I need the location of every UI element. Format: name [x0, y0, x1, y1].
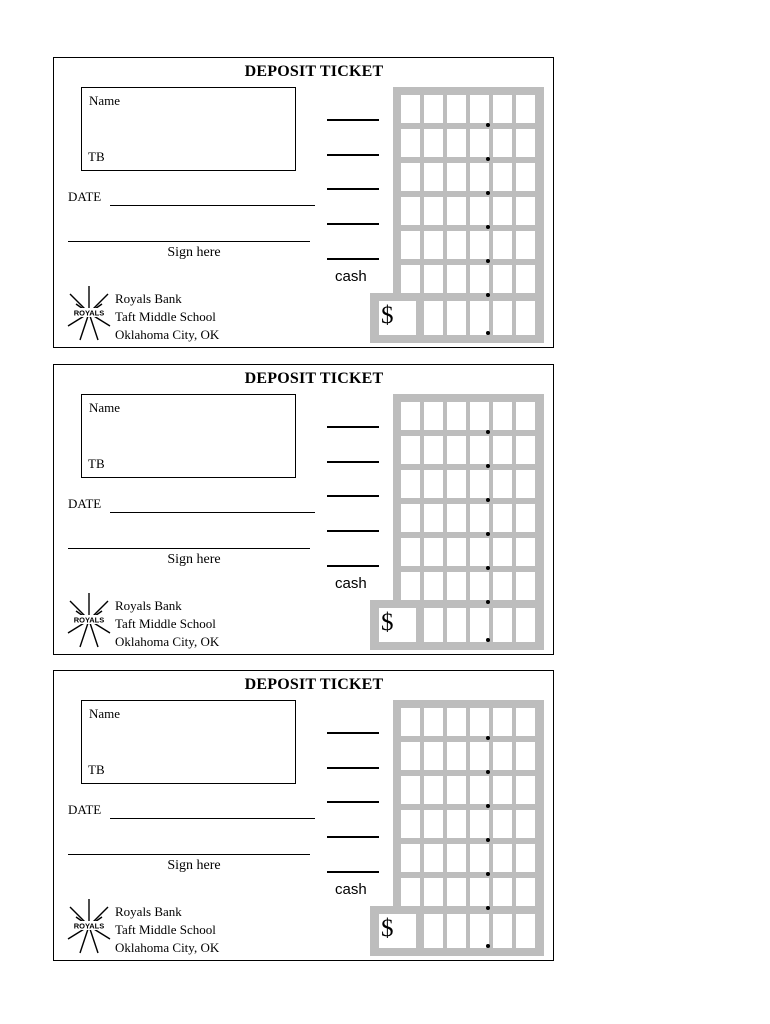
bank-city: Oklahoma City, OK	[115, 327, 220, 342]
amount-line-5[interactable]	[327, 565, 379, 567]
date-field[interactable]	[110, 818, 315, 819]
bank-info	[115, 290, 219, 344]
name-label: Name	[89, 93, 121, 108]
digit-cell[interactable]	[401, 95, 420, 123]
digit-cell[interactable]	[470, 538, 489, 566]
bank-name: Royals Bank	[115, 598, 182, 613]
digit-cell[interactable]	[447, 402, 466, 430]
digit-cell[interactable]	[493, 742, 512, 770]
digit-cell[interactable]	[493, 878, 512, 906]
digit-cell[interactable]	[424, 572, 443, 600]
digit-cell[interactable]	[424, 402, 443, 430]
digit-cell[interactable]	[516, 810, 535, 838]
digit-cell[interactable]	[516, 504, 535, 532]
tb-label: TB	[88, 149, 105, 164]
digit-cell[interactable]	[493, 504, 512, 532]
decimal-point	[486, 157, 490, 161]
digit-cell[interactable]	[470, 265, 489, 293]
digit-cell[interactable]	[447, 572, 466, 600]
bank-info	[115, 597, 219, 651]
digit-cell[interactable]	[447, 197, 466, 225]
digit-cell[interactable]	[516, 95, 535, 123]
decimal-point	[486, 498, 490, 502]
total-digit-cell[interactable]	[470, 301, 489, 335]
digit-cell[interactable]	[401, 504, 420, 532]
digit-cell[interactable]	[470, 878, 489, 906]
sign-label: Sign here	[167, 552, 221, 567]
total-decimal-point	[486, 331, 490, 335]
date-field[interactable]	[110, 512, 315, 513]
digit-cell[interactable]	[470, 742, 489, 770]
digit-cell[interactable]	[424, 844, 443, 872]
total-dollar-cell	[379, 608, 416, 642]
digit-cell[interactable]	[470, 844, 489, 872]
decimal-point	[486, 293, 490, 297]
digit-cell[interactable]	[493, 708, 512, 736]
total-digit-cell[interactable]	[424, 914, 443, 948]
digit-cell[interactable]	[516, 436, 535, 464]
name-label: Name	[89, 706, 121, 721]
decimal-point	[486, 804, 490, 808]
decimal-point	[486, 225, 490, 229]
digit-cell[interactable]	[447, 129, 466, 157]
digit-cell[interactable]	[447, 878, 466, 906]
digit-cell[interactable]	[516, 572, 535, 600]
digit-cell[interactable]	[470, 810, 489, 838]
logo-text: ROYALS	[73, 615, 105, 625]
decimal-point	[486, 872, 490, 876]
decimal-point	[486, 838, 490, 842]
digit-cell[interactable]	[470, 129, 489, 157]
total-digit-cell[interactable]	[447, 914, 466, 948]
digit-cell[interactable]	[424, 878, 443, 906]
digit-cell[interactable]	[493, 197, 512, 225]
deposit-ticket-2	[53, 364, 554, 655]
digit-cell[interactable]	[401, 231, 420, 259]
bank-info	[115, 903, 219, 957]
amount-line-2[interactable]	[327, 154, 379, 156]
digit-cell[interactable]	[516, 163, 535, 191]
digit-cell[interactable]	[424, 129, 443, 157]
deposit-ticket-1	[53, 57, 554, 348]
date-label: DATE	[68, 496, 102, 511]
digit-cell[interactable]	[493, 436, 512, 464]
digit-cell[interactable]	[424, 810, 443, 838]
digit-cell[interactable]	[447, 844, 466, 872]
digit-cell[interactable]	[424, 504, 443, 532]
digit-cell[interactable]	[470, 708, 489, 736]
digit-cell[interactable]	[401, 197, 420, 225]
dollar-sign: $	[381, 915, 394, 942]
amount-line-5[interactable]	[327, 258, 379, 260]
digit-cell[interactable]	[516, 265, 535, 293]
bank-school: Taft Middle School	[115, 922, 216, 937]
digit-cell[interactable]	[424, 742, 443, 770]
amount-line-4[interactable]	[327, 530, 379, 532]
decimal-point	[486, 906, 490, 910]
digit-cell[interactable]	[401, 776, 420, 804]
digit-cell[interactable]	[447, 436, 466, 464]
deposit-ticket-3	[53, 670, 554, 961]
digit-cell[interactable]	[401, 810, 420, 838]
digit-cell[interactable]	[516, 197, 535, 225]
digit-cell[interactable]	[470, 197, 489, 225]
digit-cell[interactable]	[493, 231, 512, 259]
digit-cell[interactable]	[516, 742, 535, 770]
digit-cell[interactable]	[470, 572, 489, 600]
digit-cell[interactable]	[401, 844, 420, 872]
date-label: DATE	[68, 189, 102, 204]
decimal-point	[486, 600, 490, 604]
digit-cell[interactable]	[401, 163, 420, 191]
amount-line-4[interactable]	[327, 836, 379, 838]
digit-cell[interactable]	[447, 265, 466, 293]
digit-cell[interactable]	[470, 402, 489, 430]
total-digit-cell[interactable]	[424, 301, 443, 335]
amount-line-1[interactable]	[327, 732, 379, 734]
digit-cell[interactable]	[493, 470, 512, 498]
digit-cell[interactable]	[493, 129, 512, 157]
digit-cell[interactable]	[447, 163, 466, 191]
bank-city: Oklahoma City, OK	[115, 634, 220, 649]
digit-cell[interactable]	[447, 776, 466, 804]
name-field[interactable]	[81, 700, 296, 784]
total-digit-cell[interactable]	[516, 301, 535, 335]
digit-cell[interactable]	[516, 708, 535, 736]
digit-cell[interactable]	[470, 231, 489, 259]
digit-cell[interactable]	[424, 197, 443, 225]
cash-label: cash	[335, 575, 367, 592]
ticket-title: DEPOSIT TICKET	[244, 676, 384, 693]
digit-cell[interactable]	[401, 129, 420, 157]
digit-cell[interactable]	[493, 844, 512, 872]
bank-school: Taft Middle School	[115, 309, 216, 324]
total-dollar-cell	[379, 914, 416, 948]
digit-cell[interactable]	[493, 776, 512, 804]
bank-city: Oklahoma City, OK	[115, 940, 220, 955]
digit-cell[interactable]	[424, 163, 443, 191]
total-digit-cell[interactable]	[493, 608, 512, 642]
digit-cell[interactable]	[493, 572, 512, 600]
dollar-sign: $	[381, 302, 394, 329]
digit-cell[interactable]	[424, 470, 443, 498]
digit-cell[interactable]	[493, 402, 512, 430]
digit-cell[interactable]	[470, 436, 489, 464]
digit-cell[interactable]	[401, 742, 420, 770]
digit-cell[interactable]	[516, 129, 535, 157]
sign-label: Sign here	[167, 245, 221, 260]
digit-cell[interactable]	[401, 470, 420, 498]
amount-line-5[interactable]	[327, 871, 379, 873]
digit-cell[interactable]	[470, 470, 489, 498]
digit-cell[interactable]	[401, 265, 420, 293]
amount-line-3[interactable]	[327, 188, 379, 190]
digit-cell[interactable]	[516, 844, 535, 872]
royals-logo-icon	[66, 589, 112, 651]
decimal-point	[486, 430, 490, 434]
total-digit-cell[interactable]	[424, 608, 443, 642]
digit-cell[interactable]	[516, 231, 535, 259]
dollar-sign: $	[381, 609, 394, 636]
digit-cell[interactable]	[401, 436, 420, 464]
total-digit-cell[interactable]	[516, 608, 535, 642]
royals-logo-icon	[66, 282, 112, 344]
digit-cell[interactable]	[424, 436, 443, 464]
digit-cell[interactable]	[401, 402, 420, 430]
decimal-point	[486, 770, 490, 774]
digit-cell[interactable]	[516, 878, 535, 906]
amount-line-1[interactable]	[327, 426, 379, 428]
cash-label: cash	[335, 881, 367, 898]
digit-cell[interactable]	[516, 538, 535, 566]
digit-cell[interactable]	[401, 538, 420, 566]
total-digit-cell[interactable]	[493, 301, 512, 335]
amount-line-3[interactable]	[327, 801, 379, 803]
digit-cell[interactable]	[447, 742, 466, 770]
digit-cell[interactable]	[447, 810, 466, 838]
digit-cell[interactable]	[470, 504, 489, 532]
name-label: Name	[89, 400, 121, 415]
total-decimal-point	[486, 944, 490, 948]
signature-field[interactable]	[68, 854, 310, 855]
digit-cell[interactable]	[447, 708, 466, 736]
amount-line-4[interactable]	[327, 223, 379, 225]
digit-cell[interactable]	[447, 95, 466, 123]
amount-line-1[interactable]	[327, 119, 379, 121]
decimal-point	[486, 566, 490, 570]
digit-cell[interactable]	[493, 265, 512, 293]
digit-cell[interactable]	[424, 265, 443, 293]
digit-cell[interactable]	[470, 95, 489, 123]
digit-cell[interactable]	[447, 538, 466, 566]
amount-line-3[interactable]	[327, 495, 379, 497]
amount-line-2[interactable]	[327, 461, 379, 463]
date-label: DATE	[68, 802, 102, 817]
digit-cell[interactable]	[447, 231, 466, 259]
logo-text: ROYALS	[73, 308, 105, 318]
total-digit-cell[interactable]	[516, 914, 535, 948]
decimal-point	[486, 259, 490, 263]
total-decimal-point	[486, 638, 490, 642]
decimal-point	[486, 532, 490, 536]
tb-label: TB	[88, 762, 105, 777]
name-field[interactable]	[81, 394, 296, 478]
signature-field[interactable]	[68, 548, 310, 549]
decimal-point	[486, 123, 490, 127]
total-digit-cell[interactable]	[493, 914, 512, 948]
digit-cell[interactable]	[493, 95, 512, 123]
digit-cell[interactable]	[493, 538, 512, 566]
decimal-point	[486, 736, 490, 740]
digit-cell[interactable]	[424, 708, 443, 736]
tb-label: TB	[88, 456, 105, 471]
total-digit-cell[interactable]	[470, 608, 489, 642]
ticket-title: DEPOSIT TICKET	[244, 63, 384, 80]
ticket-title: DEPOSIT TICKET	[244, 370, 384, 387]
amount-line-2[interactable]	[327, 767, 379, 769]
total-digit-cell[interactable]	[447, 608, 466, 642]
digit-cell[interactable]	[424, 776, 443, 804]
digit-cell[interactable]	[447, 504, 466, 532]
digit-cell[interactable]	[470, 163, 489, 191]
digit-cell[interactable]	[401, 572, 420, 600]
total-dollar-cell	[379, 301, 416, 335]
bank-school: Taft Middle School	[115, 616, 216, 631]
royals-logo-icon	[66, 895, 112, 957]
sign-label: Sign here	[167, 858, 221, 873]
logo-text: ROYALS	[73, 921, 105, 931]
digit-cell[interactable]	[516, 470, 535, 498]
digit-cell[interactable]	[424, 95, 443, 123]
date-field[interactable]	[110, 205, 315, 206]
digit-cell[interactable]	[401, 878, 420, 906]
name-field[interactable]	[81, 87, 296, 171]
digit-cell[interactable]	[470, 776, 489, 804]
bank-name: Royals Bank	[115, 904, 182, 919]
digit-cell[interactable]	[424, 231, 443, 259]
digit-cell[interactable]	[516, 776, 535, 804]
digit-cell[interactable]	[493, 810, 512, 838]
cash-label: cash	[335, 268, 367, 285]
decimal-point	[486, 191, 490, 195]
decimal-point	[486, 464, 490, 468]
total-digit-cell[interactable]	[447, 301, 466, 335]
bank-name: Royals Bank	[115, 291, 182, 306]
digit-cell[interactable]	[447, 470, 466, 498]
digit-cell[interactable]	[424, 538, 443, 566]
digit-cell[interactable]	[401, 708, 420, 736]
digit-cell[interactable]	[516, 402, 535, 430]
digit-cell[interactable]	[493, 163, 512, 191]
signature-field[interactable]	[68, 241, 310, 242]
total-digit-cell[interactable]	[470, 914, 489, 948]
